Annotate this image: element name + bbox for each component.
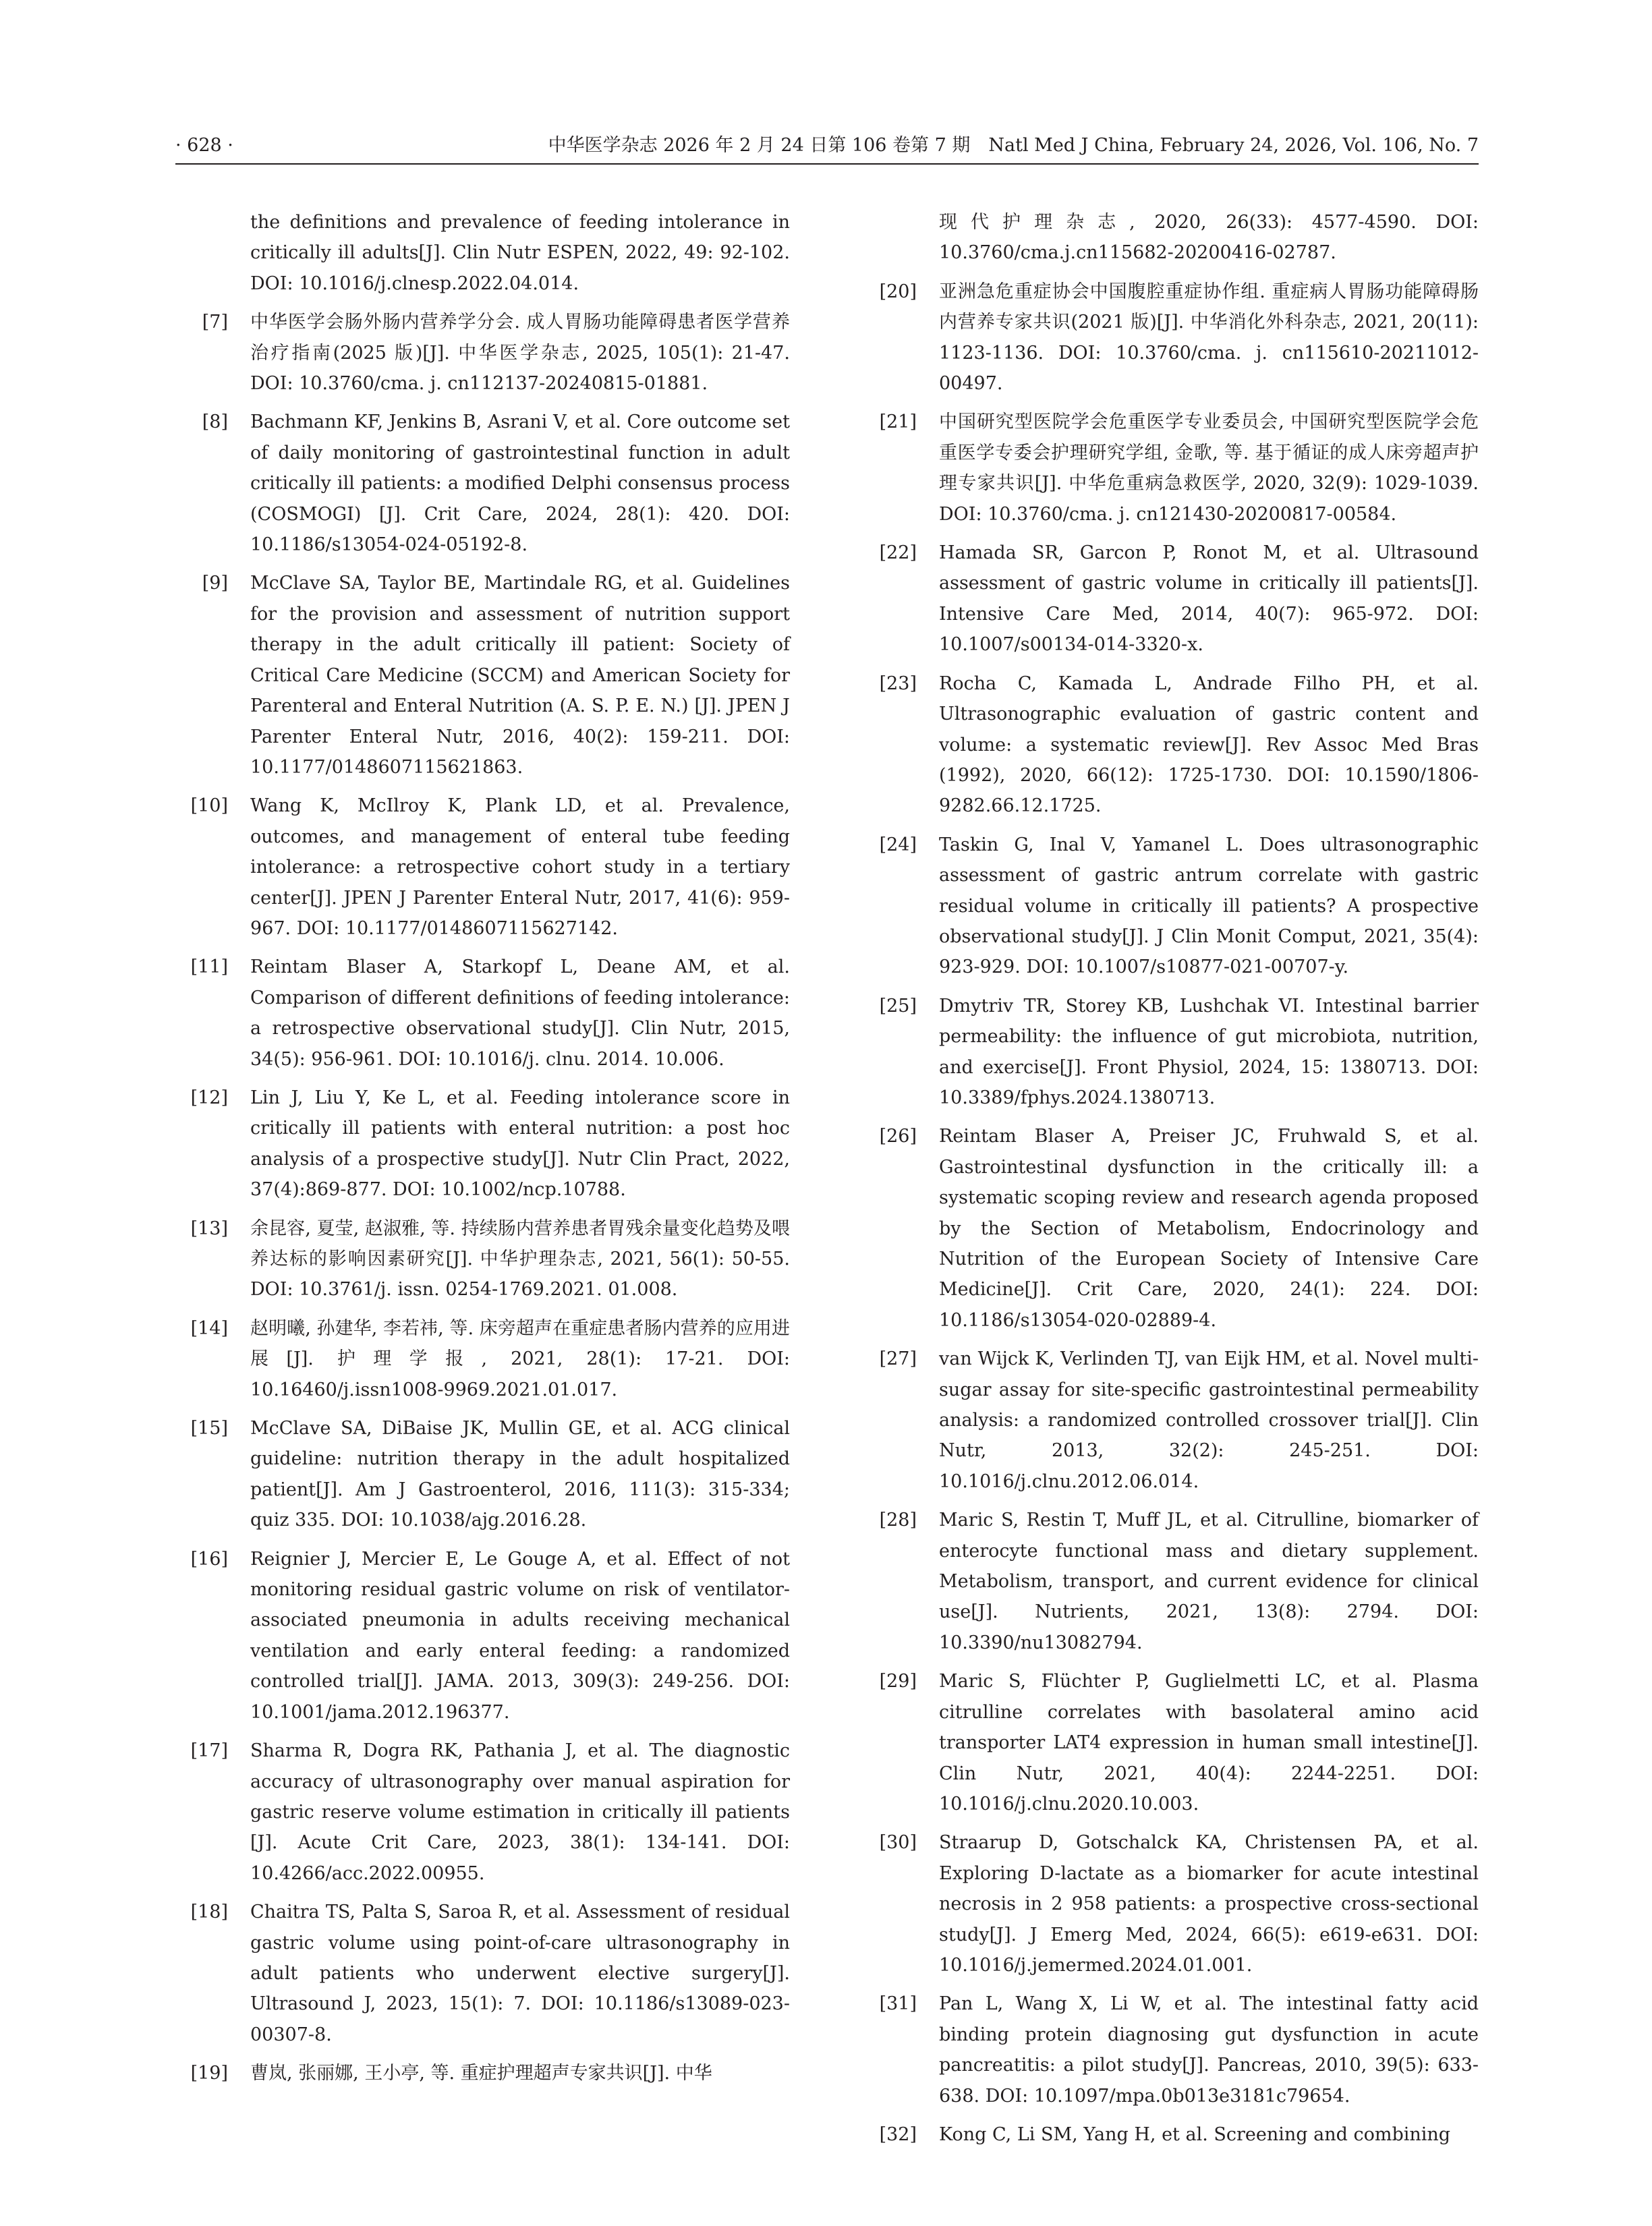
reference-number: [18] [190, 1902, 228, 1923]
reference-number: [31] [879, 1993, 917, 2015]
reference-number: [25] [879, 995, 917, 1017]
reference-entry [870, 1666, 1479, 1819]
reference-entry [181, 307, 790, 399]
reference-text: 曹岚, 张丽娜, 王小亭, 等. 重症护理超声专家共识[J]. 中华 [250, 2063, 712, 2084]
reference-number: [12] [190, 1087, 228, 1108]
reference-entry [181, 207, 790, 299]
reference-entry [870, 1827, 1479, 1980]
reference-number: [8] [202, 411, 228, 433]
reference-entry [870, 207, 1479, 268]
reference-entry [181, 1736, 790, 1889]
reference-text: Rocha C, Kamada L, Andrade Filho PH, et al. Ultrasonographic evaluation of gastric content and volume: a systematic review[J]. Rev Assoc Med Bras (1992), 2020, 66(12): 1725-1730. DOI: 10.1590/1806-9282.66.12.1725. [939, 673, 1479, 817]
reference-entry [181, 1897, 790, 2050]
reference-text: Taskin G, Inal V, Yamanel L. Does ultrasonographic assessment of gastric antrum correlate with gastric residual volume in critically ill patients? A prospective observational study[J]. J Clin Monit Comput, 2021, 35(4): 923-929. DOI: 10.1007/s10877-021-00707-y. [939, 834, 1479, 978]
reference-text: Maric S, Flüchter P, Guglielmetti LC, et al. Plasma citrulline correlates with basolateral amino acid transporter LAT4 expression in human small intestine[J]. Clin Nutr, 2021, 40(4): 2244-2251. DOI: 10.1016/j.clnu.2020.10.003. [939, 1671, 1479, 1815]
reference-entry [181, 2058, 790, 2088]
reference-text: 余昆容, 夏莹, 赵淑雅, 等. 持续肠内营养患者胃残余量变化趋势及喂养达标的影响因素研究[J]. 中华护理杂志, 2021, 56(1): 50-55. DOI: 10.3761/j. issn. 0254-1769.2021. 01.008. [250, 1218, 790, 1301]
reference-column-right [870, 207, 1479, 2158]
reference-entry [181, 1083, 790, 1205]
reference-number: [9] [202, 573, 228, 594]
reference-entry [181, 1313, 790, 1405]
reference-number: [19] [190, 2063, 228, 2084]
reference-text: Hamada SR, Garcon P, Ronot M, et al. Ultrasound assessment of gastric volume in critically ill patients[J]. Intensive Care Med, 2014, 40(7): 965-972. DOI: 10.1007/s00134-014-3320-x. [939, 542, 1479, 656]
reference-entry [181, 1413, 790, 1536]
reference-entry [870, 991, 1479, 1114]
reference-text: the definitions and prevalence of feeding intolerance in critically ill adults[J]. Clin Nutr ESPEN, 2022, 49: 92-102. DOI: 10.1016/j.clnesp.2022.04.014. [250, 212, 790, 294]
reference-text: McClave SA, DiBaise JK, Mullin GE, et al. ACG clinical guideline: nutrition therapy in the adult hospitalized patient[J]. Am J Gastroenterol, 2016, 111(3): 315-334; quiz 335. DOI: 10.1038/ajg.2016.28. [250, 1418, 790, 1531]
reference-text: Kong C, Li SM, Yang H, et al. Screening and combining [939, 2123, 1451, 2145]
reference-number: [20] [879, 281, 917, 302]
reference-entry [870, 1121, 1479, 1336]
reference-text: Pan L, Wang X, Li W, et al. The intestinal fatty acid binding protein diagnosing gut dysfunction in acute pancreatitis: a pilot study[J]. Pancreas, 2010, 39(5): 633-638. DOI: 10.1097/mpa.0b013e3181c79654. [939, 1993, 1479, 2107]
reference-text: Sharma R, Dogra RK, Pathania J, et al. The diagnostic accuracy of ultrasonography over manual aspiration for gastric reserve volume estimation in critically ill patients [J]. Acute Crit Care, 2023, 38(1): 134-141. DOI: 10.4266/acc.2022.00955. [250, 1740, 790, 1884]
reference-entry [181, 952, 790, 1075]
reference-text: 亚洲急危重症协会中国腹腔重症协作组. 重症病人胃肠功能障碍肠内营养专家共识(2021 版)[J]. 中华消化外科杂志, 2021, 20(11): 1123-1136. DOI: 10.3760/cma. j. cn115610-20211012-00497. [939, 281, 1479, 395]
reference-number: [10] [190, 795, 228, 817]
reference-entry [870, 1989, 1479, 2111]
reference-entry [870, 668, 1479, 822]
running-header [175, 132, 1479, 165]
reference-text: Reintam Blaser A, Starkopf L, Deane AM, et al. Comparison of different definitions of feeding intolerance: a retrospective observational study[J]. Clin Nutr, 2015, 34(5): 956-961. DOI: 10.1016/j. clnu. 2014. 10.006. [250, 957, 790, 1070]
reference-number: [14] [190, 1317, 228, 1339]
reference-number: [24] [879, 834, 917, 855]
reference-entry [181, 568, 790, 782]
reference-number: [22] [879, 542, 917, 564]
reference-text: Chaitra TS, Palta S, Saroa R, et al. Assessment of residual gastric volume using point-of-care ultrasonography in adult patients who underwent elective surgery[J]. Ultrasound J, 2023, 15(1): 7. DOI: 10.1186/s13089-023-00307-8. [250, 1902, 790, 2045]
page-number: · 628 · [175, 135, 233, 156]
reference-text: Dmytriv TR, Storey KB, Lushchak VI. Intestinal barrier permeability: the influence of gut microbiota, nutrition, and exercise[J]. Front Physiol, 2024, 15: 1380713. DOI: 10.3389/fphys.2024.1380713. [939, 995, 1479, 1108]
reference-entry [870, 407, 1479, 530]
reference-entry [870, 1344, 1479, 1497]
reference-number: [16] [190, 1548, 228, 1570]
reference-text: McClave SA, Taylor BE, Martindale RG, et al. Guidelines for the provision and assessment of nutrition support therapy in the adult critically ill patient: Society of Critical Care Medicine (SCCM) and American Society for Parenteral and Enteral Nutrition (A. S. P. E. N.) [J]. JPEN J Parenter Enteral Nutr, 2016, 40(2): 159-211. DOI: 10.1177/0148607115621863. [250, 573, 790, 778]
reference-text: 中华医学会肠外肠内营养学分会. 成人胃肠功能障碍患者医学营养治疗指南(2025 版)[J]. 中华医学杂志, 2025, 105(1): 21-47. DOI: 10.3760/cma. j. cn112137-20240815-01881. [250, 312, 790, 395]
reference-number: [30] [879, 1832, 917, 1854]
reference-text: Wang K, McIlroy K, Plank LD, et al. Prevalence, outcomes, and management of enteral tube feeding intolerance: a retrospective cohort study in a tertiary center[J]. JPEN J Parenter Enteral Nutr, 2017, 41(6): 959-967. DOI: 10.1177/0148607115627142. [250, 795, 790, 939]
reference-number: [15] [190, 1418, 228, 1439]
journal-info: 中华医学杂志 2026 年 2 月 24 日第 106 卷第 7 期 Natl Med J China, February 24, 2026, Vol. 106, No. 7 [548, 135, 1479, 156]
reference-number: [13] [190, 1218, 228, 1239]
reference-number: [17] [190, 1740, 228, 1762]
reference-entry [181, 1544, 790, 1728]
reference-text: Straarup D, Gotschalck KA, Christensen PA, et al. Exploring D-lactate as a biomarker for acute intestinal necrosis in 2 958 patients: a prospective cross-sectional study[J]. J Emerg Med, 2024, 66(5): e619-e631. DOI: 10.1016/j.jemermed.2024.01.001. [939, 1832, 1479, 1976]
reference-entry [870, 277, 1479, 399]
reference-entry [181, 1214, 790, 1305]
reference-number: [21] [879, 411, 917, 433]
reference-text: van Wijck K, Verlinden TJ, van Eijk HM, et al. Novel multi-sugar assay for site-specific gastrointestinal permeability analysis: a randomized controlled crossover trial[J]. Clin Nutr, 2013, 32(2): 245-251. DOI: 10.1016/j.clnu.2012.06.014. [939, 1348, 1479, 1492]
reference-number: [26] [879, 1126, 917, 1147]
reference-entry [870, 2119, 1479, 2150]
reference-column-left [181, 207, 790, 2097]
reference-number: [7] [202, 312, 228, 333]
reference-entry [870, 538, 1479, 660]
reference-entry [870, 830, 1479, 983]
reference-number: [29] [879, 1671, 917, 1692]
reference-entry [870, 1505, 1479, 1658]
reference-text: Reintam Blaser A, Preiser JC, Fruhwald S, et al. Gastrointestinal dysfunction in the critically ill: a systematic scoping review and research agenda proposed by the Section of Metabolism, Endocrinology and Nutrition of the European Society of Intensive Care Medicine[J]. Crit Care, 2020, 24(1): 224. DOI: 10.1186/s13054-020-02889-4. [939, 1126, 1479, 1331]
reference-number: [28] [879, 1510, 917, 1531]
reference-text: 赵明曦, 孙建华, 李若祎, 等. 床旁超声在重症患者肠内营养的应用进展[J]. 护理学报, 2021, 28(1): 17-21. DOI: 10.16460/j.issn1008-9969.2021.01.017. [250, 1317, 790, 1400]
reference-entry [181, 791, 790, 944]
reference-text: Maric S, Restin T, Muff JL, et al. Citrulline, biomarker of enterocyte functional mass and dietary supplement. Metabolism, transport, and current evidence for clinical use[J]. Nutrients, 2021, 13(8): 2794. DOI: 10.3390/nu13082794. [939, 1510, 1479, 1653]
reference-text: 现代护理杂志, 2020, 26(33): 4577-4590. DOI: 10.3760/cma.j.cn115682-20200416-02787. [939, 212, 1479, 264]
reference-number: [11] [190, 957, 228, 978]
reference-text: Reignier J, Mercier E, Le Gouge A, et al. Effect of not monitoring residual gastric volume on risk of ventilator-associated pneumonia in adults receiving mechanical ventilation and early enteral feeding: a randomized controlled trial[J]. JAMA. 2013, 309(3): 249-256. DOI: 10.1001/jama.2012.196377. [250, 1548, 790, 1723]
reference-number: [23] [879, 673, 917, 694]
reference-number: [32] [879, 2123, 917, 2145]
reference-entry [181, 407, 790, 560]
reference-text: Lin J, Liu Y, Ke L, et al. Feeding intolerance score in critically ill patients with enteral nutrition: a post hoc analysis of a prospective study[J]. Nutr Clin Pract, 2022, 37(4):869-877. DOI: 10.1002/ncp.10788. [250, 1087, 790, 1201]
reference-text: Bachmann KF, Jenkins B, Asrani V, et al. Core outcome set of daily monitoring of gastrointestinal function in adult critically ill patients: a modified Delphi consensus process (COSMOGI) [J]. Crit Care, 2024, 28(1): 420. DOI: 10.1186/s13054-024-05192-8. [250, 411, 790, 556]
reference-number: [27] [879, 1348, 917, 1370]
reference-text: 中国研究型医院学会危重医学专业委员会, 中国研究型医院学会危重医学专委会护理研究学组, 金歌, 等. 基于循证的成人床旁超声护理专家共识[J]. 中华危重病急救医学, 2020, 32(9): 1029-1039. DOI: 10.3760/cma. j. cn121430-20200817-00584. [939, 411, 1479, 525]
